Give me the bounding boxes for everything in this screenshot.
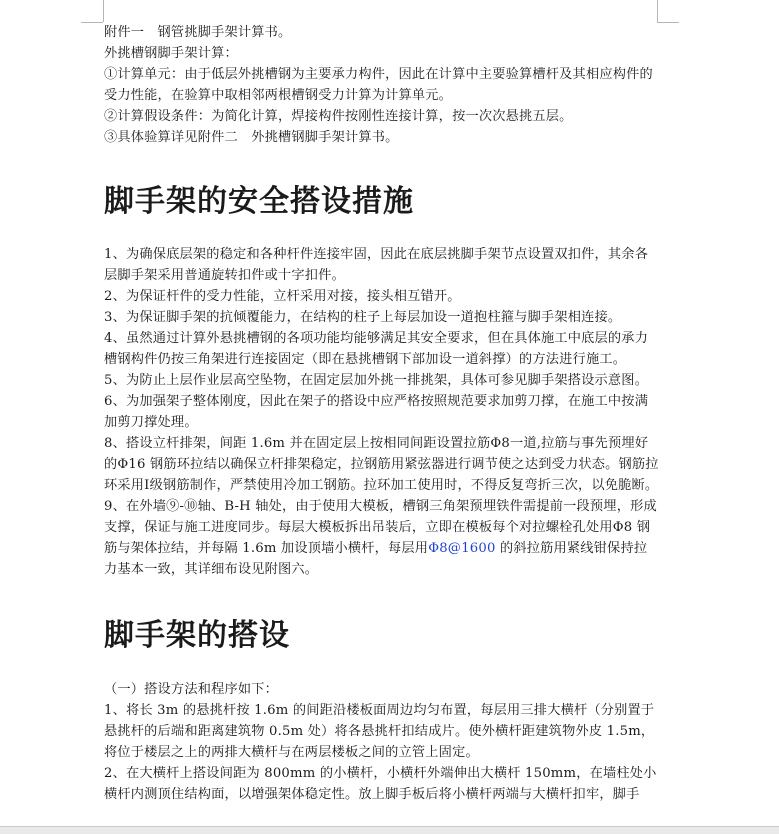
page-corner-mark-right-horizontal [657,22,679,23]
paragraph-item-6: 6、为加强架子整体刚度，因此在架子的搭设中应严格按照规范要求加剪刀撑，在施工中按满加剪刀撑处理。 [104,394,649,430]
intro-line-appendix: 附件一 钢管挑脚手架计算书。 [104,25,292,40]
intro-line-assumption: ②计算假设条件：为简化计算，焊接构件按刚性连接计算，按一次次悬挑五层。 [104,109,573,124]
section-heading-safety-measures: 脚手架的安全搭设措施 [104,184,414,219]
paragraph-item-9 [104,496,660,580]
paragraph-item-8: 8、搭设立杆排架，间距 1.6m 并在固定层上按相同间距设置拉筋Φ8一道,拉筋与事先预埋好的Φ16 钢筋环拉结以确保立杆排架稳定，拉钢筋用紧弦器进行调节使之达到受力状态。钢筋拉环采用Ⅰ级钢筋制作，严禁使用冷加工钢筋。拉环加工使用时，不得反复弯折三次，以免脆断。 [104,436,659,493]
paragraph-item-3: 3、为保证脚手架的抗倾覆能力，在结构的柱子上每层加设一道抱柱箍与脚手架相连接。 [104,310,622,325]
paragraph-item-5: 5、为防止上层作业层高空坠物，在固定层加外挑一排挑架，具体可参见脚手架搭设示意图。 [104,373,649,388]
document-page-content [104,22,660,805]
paragraph-method-1: 1、将长 3m 的悬挑杆按 1.6m 的间距沿楼板面周边均匀布置，每层用三排大横杆（分别置于悬挑杆的后端和距离建筑物 0.5m 处）将各悬挑杆扣结成片。使外横杆距建筑物外皮 1.5m，将位于楼层之上的两排大横杆与在两层楼板之间的立管上固定。 [104,703,655,760]
page-corner-mark-right [657,0,658,22]
intro-line-calc-title: 外挑槽钢脚手架计算： [104,46,238,61]
intro-line-calc-unit: ①计算单元：由于低层外挑槽钢为主要承力构件，因此在计算中主要验算槽杆及其相应构件的受力性能，在验算中取相邻两根槽钢受力计算为计算单元。 [104,67,653,103]
paragraph-method-intro: （一）搭设方法和程序如下： [104,682,279,697]
page-corner-mark-left-horizontal [81,22,103,23]
page-corner-mark-left [103,0,104,22]
paragraph-item-4: 4、虽然通过计算外悬挑槽钢的各项功能均能够满足其安全要求，但在具体施工中底层的承力槽钢构件仍按三角架进行连接固定（即在悬挑槽钢下部加设一道斜撑）的方法进行施工。 [104,331,649,367]
paragraph-item-2: 2、为保证杆件的受力性能，立杆采用对接，接头相互错开。 [104,289,461,304]
item9-text-a: 9、在外墙⑨-⑩轴、B-H 轴处，由于使用大模板，槽钢三角架预埋铁件需提前一段预埋，形成支撑，保证与施工进度同步。每层大模板拆出吊装后，立即在模板每个对拉螺栓孔处用Φ8 钢筋与架体拉结，并每隔 1.6m 加设顶墙小横杆，每层用 [104,499,657,556]
item9-text-b: 的斜拉筋用紧线钳保持拉力基本一致，其详细布设见附图六。 [104,541,648,577]
paragraph-method-2: 2、在大横杆上搭设间距为 800mm 的小横杆，小横杆外端伸出大横杆 150mm，在墙柱处小横杆内测顶住结构面，以增强架体稳定性。放上脚手板后将小横杆两端与大横杆扣牢，脚手 [104,766,657,802]
section-heading-erection: 脚手架的搭设 [104,618,290,653]
intro-line-see-appendix: ③具体验算详见附件二 外挑槽钢脚手架计算书。 [104,130,399,145]
item9-highlight-spec: Φ8@1600 [428,541,496,556]
paragraph-item-1: 1、为确保底层架的稳定和各种杆件连接牢固，因此在底层挑脚手架节点设置双扣件，其余各层脚手架采用普通旋转扣件或十字扣件。 [104,247,649,283]
